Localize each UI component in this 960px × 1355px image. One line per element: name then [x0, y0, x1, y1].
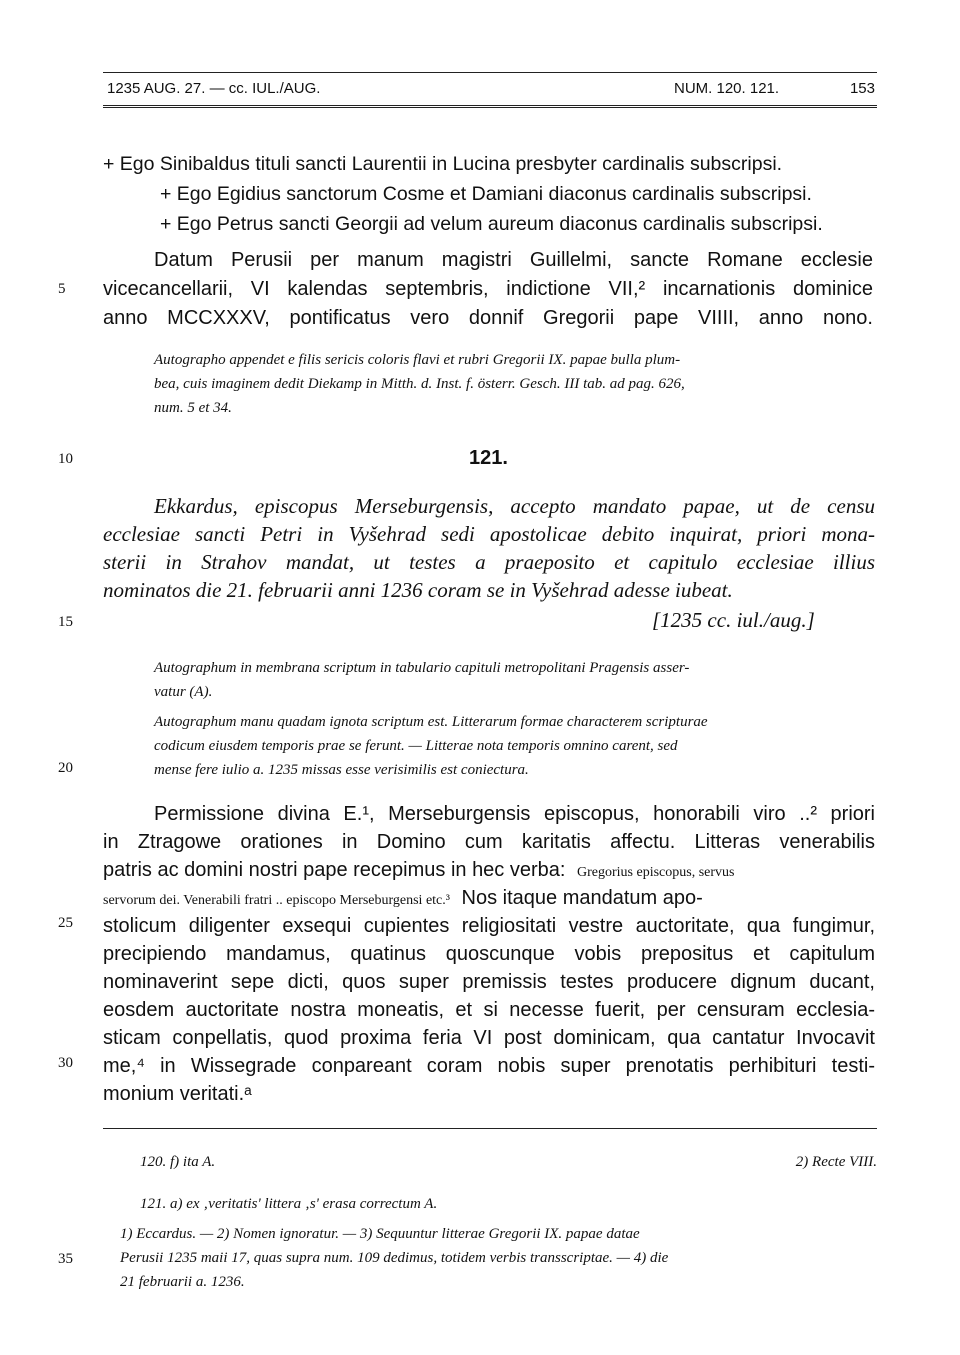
text-line	[103, 856, 875, 887]
header-date: 1235 AUG. 27. — cc. IUL./AUG.	[107, 80, 321, 97]
inserted-letter-text: servorum dei. Venerabili fratri .. episcopo Merseburgensi etc.³	[103, 893, 450, 908]
footnote-120: 120. f) ita A.	[140, 1154, 216, 1170]
line-number: 35	[58, 1251, 73, 1267]
line-number: 15	[58, 614, 73, 630]
header-document-numbers: NUM. 120. 121.	[674, 80, 780, 97]
text-line: eosdem auctoritate nostra moneatis, et si necesse fuerit, per censuram ecclesia-	[103, 999, 875, 1021]
text-line: sticam conpellatis, quod proxima feria VI post dominicam, qua cantatur Invocavit	[103, 1027, 875, 1049]
text-line: me,⁴ in Wissegrade conpareant coram nobis super prenotatis perhibituri testi-	[103, 1055, 875, 1077]
document-date: [1235 cc. iul./aug.]	[652, 608, 815, 632]
regest-line: ecclesiae sancti Petri in Vyšehrad sedi apostolicae debito inquirat, priori mona-	[103, 522, 875, 546]
datum-line: Datum Perusii per manum magistri Guillelmi, sancte Romane ecclesie	[154, 249, 873, 271]
tradition-note: codicum eiusdem temporis prae se ferunt. — Litterae nota temporis omnino carent, sed	[154, 738, 678, 754]
footnote-121-line: 1) Eccardus. — 2) Nomen ignoratur. — 3) Sequuntur litterae Gregorii IX. papae datae	[120, 1226, 640, 1242]
line-number: 30	[58, 1055, 73, 1071]
text-line	[103, 884, 875, 915]
inserted-letter-text: Gregorius episcopus, servus	[577, 865, 735, 880]
line-number: 20	[58, 760, 73, 776]
text-line: precipiendo mandamus, quatinus quoscunque vobis prepositus et capitulum	[103, 943, 875, 965]
footnote-120-2: 2) Recte VIII.	[795, 1154, 877, 1170]
edition-note: Autographo appendet e filis sericis coloris flavi et rubri Gregorii IX. papae bulla plum-	[154, 352, 681, 368]
tradition-note: vatur (A).	[154, 684, 213, 700]
line-number: 5	[58, 281, 66, 297]
text-line: Permissione divina E.¹, Merseburgensis episcopus, honorabili viro ..² priori	[154, 803, 875, 825]
tradition-note: mense fere iulio a. 1235 missas esse verisimilis est coniectura.	[154, 762, 529, 778]
edition-note: bea, cuis imaginem dedit Diekamp in Mitth. d. Inst. f. österr. Gesch. III tab. ad pag. 626,	[154, 376, 685, 392]
subscription-line: + Ego Petrus sancti Georgii ad velum aureum diaconus cardinalis subscripsi.	[160, 213, 823, 235]
page-number: 153	[849, 80, 875, 97]
regest-line: nominatos die 21. februarii anni 1236 coram se in Vyšehrad adesse iubeat.	[103, 578, 733, 602]
line-number: 25	[58, 915, 73, 931]
text-segment: patris ac domini nostri pape recepimus in hec verba:	[103, 859, 566, 881]
footnote-121-line: 21 februarii a. 1236.	[120, 1274, 245, 1290]
datum-line: anno MCCXXXV, pontificatus vero donnif Gregorii pape VIIII, anno nono.	[103, 307, 873, 329]
regest-line: Ekkardus, episcopus Merseburgensis, accepto mandato papae, ut de censu	[154, 494, 875, 518]
datum-line: vicecancellarii, VI kalendas septembris, indictione VII,² incarnationis dominice	[103, 278, 873, 300]
text-line: in Ztragowe orationes in Domino cum karitatis affectu. Litteras venerabilis	[103, 831, 875, 853]
footnote-121-a: 121. a) ex ‚veritatis' littera ‚s' erasa correctum A.	[140, 1196, 438, 1212]
regest-line: sterii in Strahov mandat, ut testes a praeposito et capitulo ecclesiae illius	[103, 550, 875, 574]
text-line: nominaverint sepe dicti, quos super premissis testes producere dignum ducant,	[103, 971, 875, 993]
document-number: 121.	[469, 447, 508, 469]
tradition-note: Autographum manu quadam ignota scriptum est. Litterarum formae characterem scripturae	[154, 714, 708, 730]
footnote-121-line: Perusii 1235 maii 17, quas supra num. 109 dedimus, totidem verbis transscriptae. — 4) die	[120, 1250, 669, 1266]
text-line: stolicum diligenter exsequi cupientes religiositati vestre auctoritate, qua fungimur,	[103, 915, 875, 937]
edition-note: num. 5 et 34.	[154, 400, 232, 416]
text-segment: Nos itaque mandatum apo-	[461, 887, 703, 909]
subscription-line: + Ego Egidius sanctorum Cosme et Damiani diaconus cardinalis subscripsi.	[160, 183, 812, 205]
text-line: monium veritati.ᵃ	[103, 1083, 252, 1105]
running-header	[103, 72, 877, 108]
subscription-line: + Ego Sinibaldus tituli sancti Laurentii in Lucina presbyter cardinalis subscripsi.	[103, 153, 783, 175]
tradition-note: Autographum in membrana scriptum in tabulario capituli metropolitani Pragensis asser-	[154, 660, 690, 676]
footnote-divider	[103, 1128, 877, 1129]
line-number: 10	[58, 451, 73, 467]
